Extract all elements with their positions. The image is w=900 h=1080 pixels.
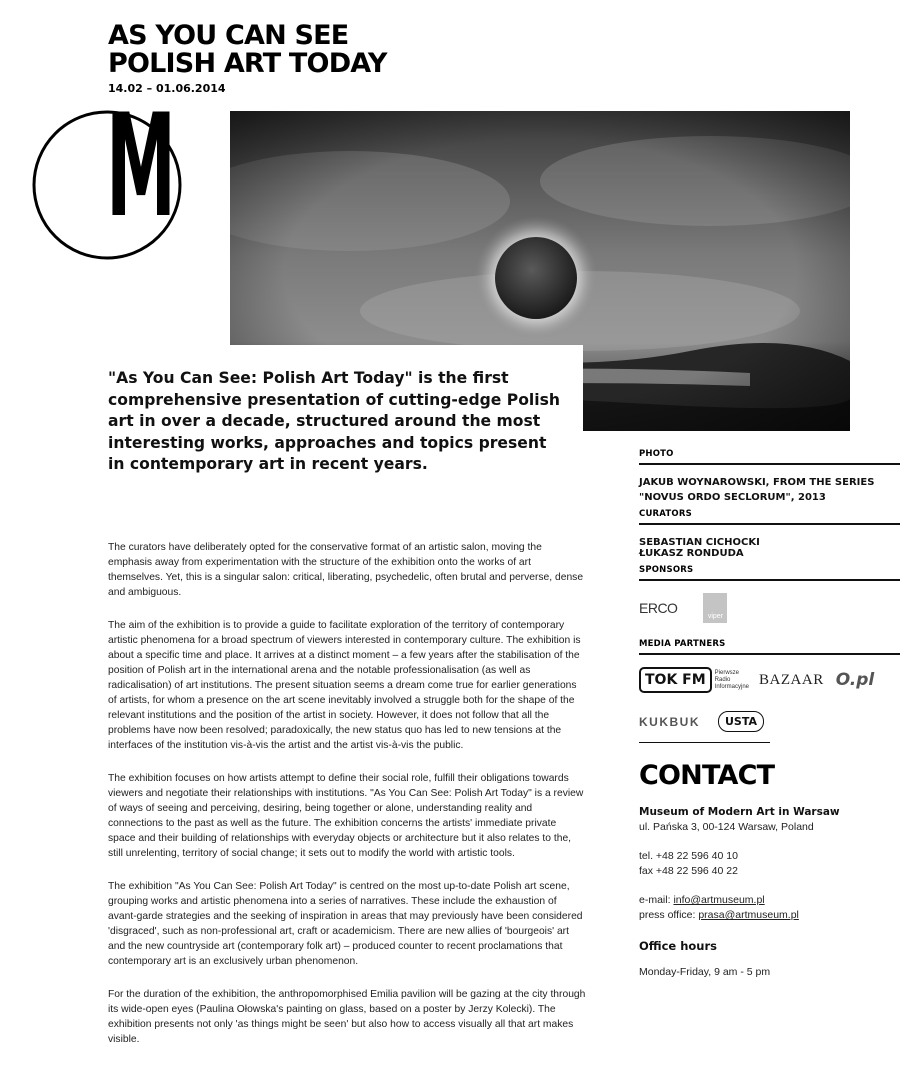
body-paragraph-4: The exhibition "As You Can See: Polish Art Today" is centred on the most up-to-date Polish art scene, grouping works and artistic phenomena into a series of narratives. These include the exhaustion of avant-garde strategies and the seeking of inspiration in areas that may previously have been considered 'disgraced', such as non-professional art, craft or academicism. There are new allies of 'bourgeois' art and the new countryside art (contemporary folk art) – produced counter to recent proclamations that contemporary art is an exclusively urban phenomenon. (108, 881, 583, 967)
tokfm-tagline-1: Pierwsze (714, 669, 740, 676)
bazaar-logo[interactable]: BAZAAR (759, 671, 824, 688)
photo-credit-line-2: "NOVUS ORDO SECLORUM", 2013 (639, 492, 826, 503)
email-label: e-mail: (639, 894, 674, 906)
divider (639, 463, 900, 465)
divider (639, 523, 900, 525)
title-line-2: POLISH ART TODAY (108, 48, 387, 79)
press-office-label: press office: (639, 909, 699, 921)
body-paragraph-2: The aim of the exhibition is to provide a guide to facilitate exploration of the territory of contemporary artistic phenomena for a broad spectrum of viewers interested in contemporary culture. The exhibition is about a specific time and place. It arrives at a distinct moment – a few years after the stabilisation of the position of Polish art in the international arena and the notable professionalisation (as well as radicalisation) of art institutions. The present situation seems a dream come true for earlier generations of artists, for whom a presence on the art scene inevitably involved a struggle both for the shape of the relevant institutions and the position of the artist in society. However, it does not follow that all the problems have now been resolved; paradoxically, the new status quo has led to new tensions at the interfaces of the institution vis-à-vis the artist and the artist vis-à-vis the public. (108, 620, 581, 751)
press-email-link[interactable]: prasa@artmuseum.pl (698, 909, 799, 921)
photo-credit-line-1: JAKUB WOYNAROWSKI, FROM THE SERIES (639, 477, 875, 488)
museum-address: ul. Pańska 3, 00-124 Warsaw, Poland (639, 821, 814, 833)
lead-paragraph: "As You Can See: Polish Art Today" is the first comprehensive presentation of cutting-edge Polish art in over a decade, structured around the most interesting works, approaches and topics present in contemporary art in recent years. (108, 369, 560, 473)
kukbuk-logo[interactable]: KUKBUK (639, 714, 700, 729)
sponsor-logos (639, 593, 900, 623)
viper-logo[interactable]: viper (703, 593, 727, 623)
divider (639, 742, 770, 743)
office-hours: Monday-Friday, 9 am - 5 pm (639, 966, 771, 978)
email-link[interactable]: info@artmuseum.pl (673, 894, 765, 906)
media-logos-row-1 (639, 667, 900, 693)
tokfm-tagline (715, 670, 749, 691)
body-paragraph-5: For the duration of the exhibition, the anthropomorphised Emilia pavilion will be gazing at the city through its wide-open eyes (Paulina Ołowska's painting on glass, based on a poster by Jerzy Kolecki). The exhibition presents not only 'as things might be seen' but also how to access visually all that art makes visible. (108, 989, 586, 1045)
sponsors-label: SPONSORS (639, 565, 694, 575)
body-paragraph-3: The exhibition focuses on how artists attempt to define their social role, fulfill their obligations towards viewers and negotiate their relationships with institutions. "As You Can See: Polish Art Today" is a review of ways of seeing and perceiving, desiring, being together or alone, understanding reality and connections to the past as well as the future. The exhibition concerns the artists' immediate private space and their building of relationships with everyday objects or architecture but it also relates to the, still unrelenting, territory of social change; it sets out to modify the world with artistic tools. (108, 773, 584, 859)
divider (639, 653, 900, 655)
museum-name: Museum of Modern Art in Warsaw (639, 806, 840, 818)
usta-logo[interactable]: USTA (718, 711, 764, 732)
fax-number: fax +48 22 596 40 22 (639, 865, 738, 877)
exhibition-dates: 14.02 – 01.06.2014 (108, 82, 226, 95)
logo-letter: M (106, 110, 176, 249)
title-line-1: AS YOU CAN SEE (108, 20, 349, 51)
media-logos-row-2 (639, 711, 900, 732)
email-line (639, 893, 900, 908)
museum-logo[interactable] (32, 110, 182, 260)
body-paragraph-1: The curators have deliberately opted for the conservative format of an artistic salon, moving the emphasis away from experimentation with the structure of the exhibition onto the works of art themselves. Yet, this is a singular salon: critical, liberating, psychedelic, often brutal and perverse, dense and ambiguous. (108, 542, 584, 598)
photo-label: PHOTO (639, 449, 674, 459)
tokfm-mark: TOK FM (639, 667, 712, 693)
erco-logo[interactable]: ERCO (639, 600, 678, 616)
curator-name: ŁUKASZ RONDUDA (639, 548, 744, 559)
tokfm-tagline-2: Radio (714, 676, 731, 683)
office-hours-heading: Office hours (639, 939, 718, 953)
press-office-line (639, 908, 900, 923)
phone-number: tel. +48 22 596 40 10 (639, 850, 738, 862)
opl-logo[interactable]: O.pl (835, 670, 875, 690)
divider (639, 579, 900, 581)
tokfm-logo[interactable] (639, 667, 749, 693)
exhibition-title (108, 22, 387, 78)
article-body (108, 540, 586, 1065)
tokfm-tagline-3: Informacyjne (714, 683, 750, 690)
sidebar (639, 447, 900, 980)
media-partners-label: MEDIA PARTNERS (639, 639, 726, 649)
curator-name: SEBASTIAN CICHOCKI (639, 537, 760, 548)
curators-label: CURATORS (639, 509, 692, 519)
contact-heading: CONTACT (639, 760, 775, 791)
